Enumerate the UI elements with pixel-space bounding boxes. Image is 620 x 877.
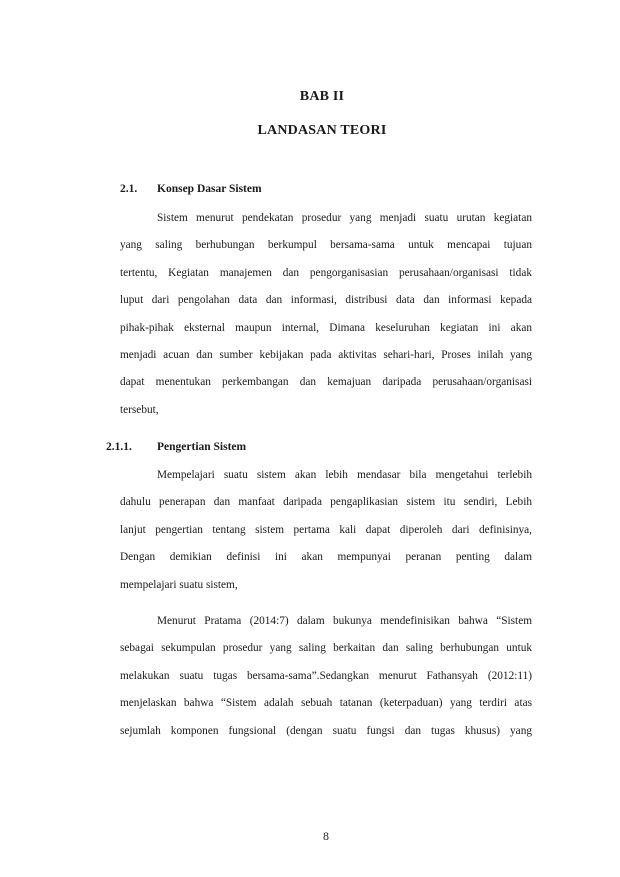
text-line: tersebut, <box>120 403 159 416</box>
text-line: Sistem menurut pendekatan prosedur yang menjadi suatu urutan kegiatan <box>157 212 532 224</box>
subsection-number: 2.1.1. <box>106 441 132 453</box>
paragraph <box>120 462 532 599</box>
chapter-title: LANDASAN TEORI <box>257 123 387 138</box>
text-line: tertentu, Kegiatan manajemen dan pengorganisasian perusahaan/organisasi tidak <box>120 266 532 279</box>
page-number: 8 <box>323 829 329 843</box>
section-heading <box>120 183 320 199</box>
text-line: menjadi acuan dan sumber kebijakan pada aktivitas sehari-hari, Proses inilah yang <box>120 348 532 361</box>
text-line: dapat menentukan perkembangan dan kemajuan daripada perusahaan/organisasi <box>120 376 532 389</box>
text-line: Menurut Pratama (2014:7) dalam bukunya mendefinisikan bahwa “Sistem <box>157 615 532 627</box>
text-line: lanjut pengertian tentang sistem pertama kali dapat diperoleh dari definisinya, <box>120 523 532 536</box>
section-title: Konsep Dasar Sistem <box>157 183 262 195</box>
text-line: luput dari pengolahan data dan informasi, distribusi data dan informasi kepada <box>120 294 532 307</box>
text-line: pihak-pihak eksternal maupun internal, Dimana keseluruhan kegiatan ini akan <box>120 321 532 334</box>
subsection-heading <box>106 441 306 457</box>
text-line: mempelajari suatu sistem, <box>120 578 238 591</box>
text-line: melakukan suatu tugas bersama-sama”.Sedangkan menurut Fathansyah (2012:11) <box>120 669 532 682</box>
text-line: Mempelajari suatu sistem akan lebih mendasar bila mengetahui terlebih <box>157 469 532 481</box>
text-line: menjelaskan bahwa “Sistem adalah sebuah tatanan (keterpaduan) yang terdiri atas <box>120 697 532 710</box>
paragraph <box>120 608 532 745</box>
subsection-title: Pengertian Sistem <box>157 441 247 453</box>
paragraph <box>120 205 532 424</box>
text-line: sebagai sekumpulan prosedur yang saling berkaitan dan saling berhubungan untuk <box>120 642 532 655</box>
text-line: yang saling berhubungan berkumpul bersama-sama untuk mencapai tujuan <box>120 239 532 252</box>
text-line: Dengan demikian definisi ini akan mempunyai peranan penting dalam <box>120 551 532 564</box>
text-line: dahulu penerapan dan manfaat daripada pengaplikasian sistem itu sendiri, Lebih <box>120 496 532 509</box>
section-number: 2.1. <box>120 183 138 195</box>
text-line: sejumlah komponen fungsional (dengan suatu fungsi dan tugas khusus) yang <box>120 724 532 737</box>
chapter-number: BAB II <box>299 89 345 104</box>
